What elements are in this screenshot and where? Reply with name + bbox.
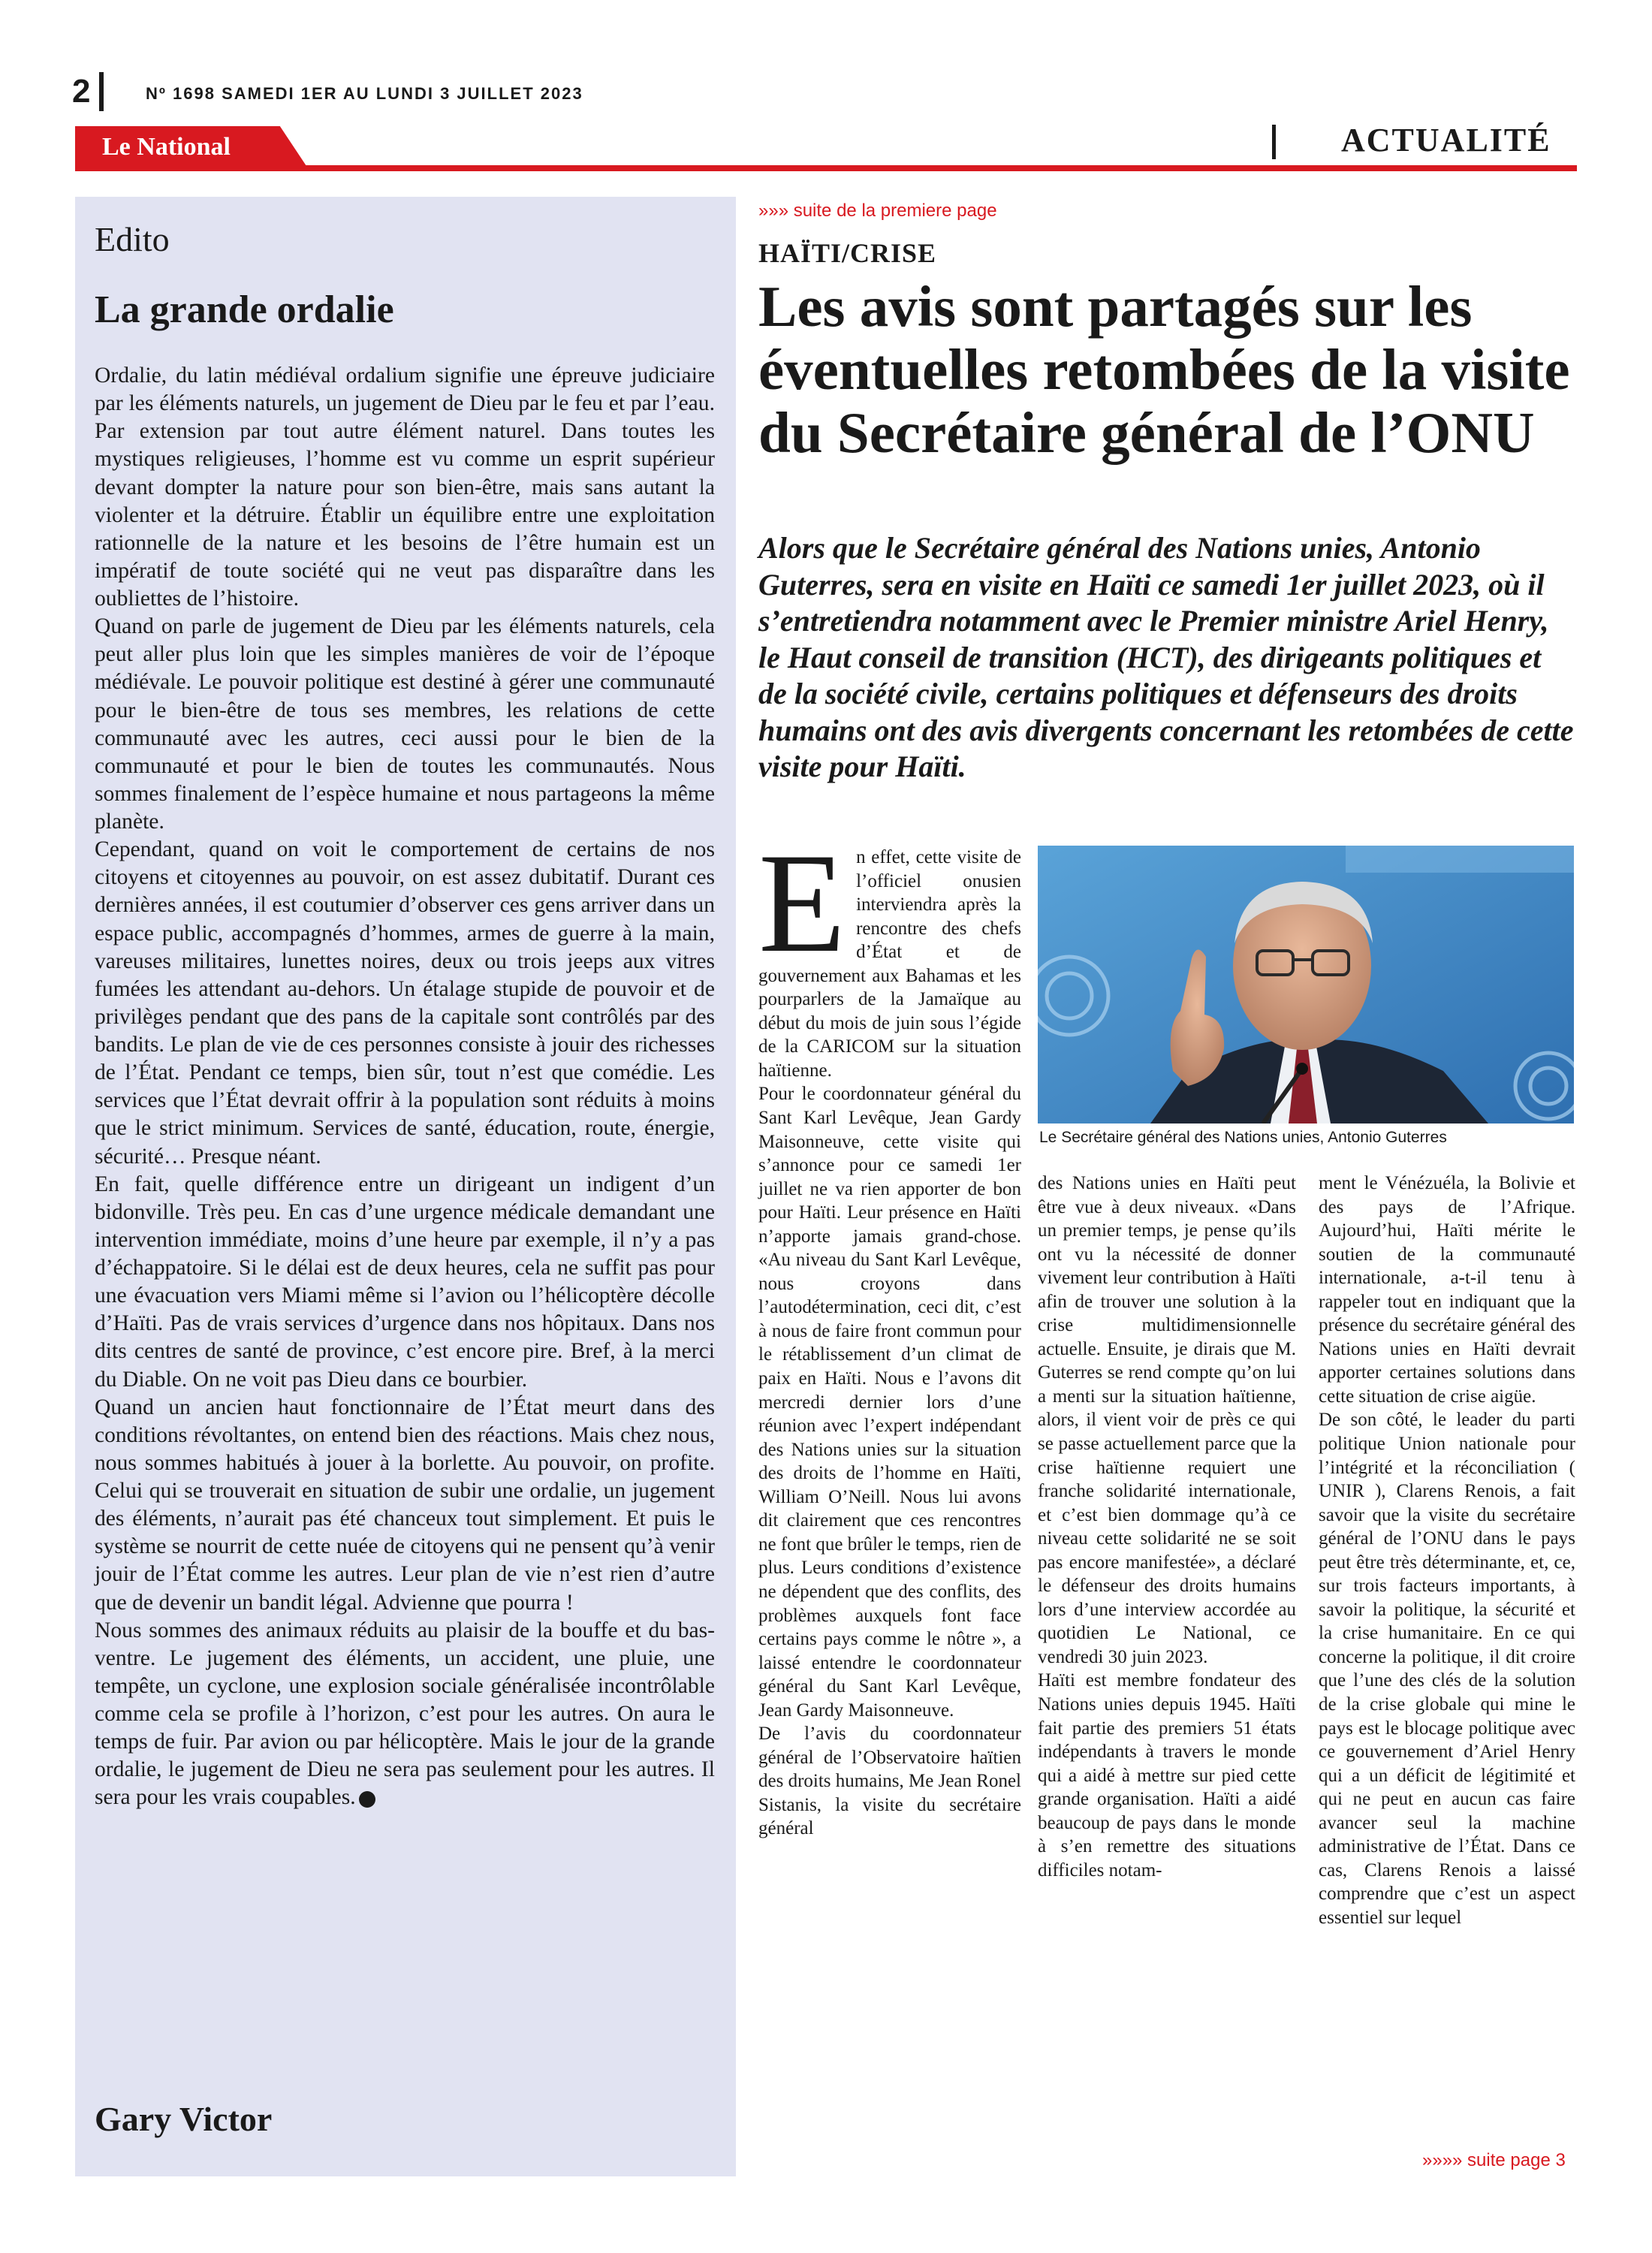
article-paragraph — [758, 825, 1021, 1082]
edito-box — [75, 197, 736, 2176]
article-paragraph: De l’avis du coordonnateur général de l’Observatoire haïtien des droits humains, Me Jean Ronel Sistanis, la visite du secrétaire général — [758, 1724, 1021, 1839]
article-column-1 — [758, 825, 1021, 2137]
continued-to-label: »»»» suite page 3 — [1422, 2150, 1566, 2170]
section-title: ACTUALITÉ — [1341, 122, 1551, 158]
issue-date-line: Nº 1698 SAMEDI 1ER AU LUNDI 3 JUILLET 2023 — [146, 84, 583, 103]
edito-paragraph: Quand on parle de jugement de Dieu par les éléments naturels, cela peut aller plus loin que les simples manières de voir de l’époque médiévale. Le pouvoir politique est destiné à gérer une communauté pour le bien-être de tous ses membres, les relations de cette communauté avec les autres, ceci aussi pour le bien de la communauté et pour le bien de toutes les communautés. Nous sommes finalement de l’espèce humaine et nous partageons la même planète. — [95, 614, 715, 834]
edito-paragraph: Cependant, quand on voit le comportement de certains de nos citoyens et citoyennes au pouvoir, on est assez dubitatif. Durant ces dernières années, il est coutumier d’observer ces gens arriver dans un espace public, accompagnés d’hommes, armes de guerre à la main, vareuses militaires, lunettes noires, deux ou trois jeeps aux vitres fumées les attendant au-dehors. Un étalage stupide de pouvoir et de privilèges pendant que des pans de la capitale sont contrôlés par des bandits. Le plan de vie de ces personnes consiste à jouir des richesses de l’État. Pendant ce temps, bien sûr, tout n’est que comédie. Les services que l’État devrait offrir à la population sont réduits à moins que le strict minimum. Services de santé, éducation, route, énergie, sécurité… Presque néant. — [95, 837, 715, 1169]
section-divider — [1272, 125, 1276, 159]
page-number-divider — [99, 72, 104, 111]
drop-cap: E — [758, 825, 846, 982]
guterres-portrait-image — [1038, 846, 1574, 1123]
edito-paragraph-last — [95, 1617, 715, 1812]
end-mark-icon — [359, 1791, 375, 1808]
article-paragraph: Haïti est membre fondateur des Nations unies depuis 1945. Haïti fait partie des premiers 51 états indépendants à travers le monde qui a aidé à mettre sur pied cette grande organisation. Haïti a aidé beaucoup de pays dans le monde à s’en remettre des situations difficiles notam- — [1038, 1670, 1296, 1881]
article-column-2 — [1038, 1172, 1296, 2137]
article-chapeau: Alors que le Secrétaire général des Nations unies, Antonio Guterres, sera en visite en Haïti ce samedi 1er juillet 2023, où il s’entretiendra notamment avec le Premier ministre Ariel Henry, le Haut conseil de transition (HCT), des dirigeants politiques et de la société civile, certains politiques et défenseurs des droits humains ont des avis divergents concernant les retombées de cette visite pour Haïti. — [758, 531, 1574, 783]
edito-title: La grande ordalie — [95, 288, 394, 331]
edito-body — [95, 362, 715, 2134]
article-photo — [1038, 846, 1574, 1123]
article-kicker: HAÏTI/CRISE — [758, 238, 937, 268]
brand-name: Le National — [102, 133, 231, 161]
continued-from-label: »»» suite de la premiere page — [758, 201, 997, 221]
page-number: 2 — [72, 73, 91, 110]
edito-paragraph: En fait, quelle différence entre un dirigeant un indigent d’un bidonville. Très peu. En cas d’une urgence médicale demandant une intervention immédiate, moins d’une heure par exemple, il n’y a pas d’échappatoire. Si le délai est de deux heures, cela ne suffit pas pour une évacuation vers Miami même si l’avion ou l’hélicoptère décolle d’Haïti. Pas de vrais services d’urgence dans nos hôpitaux. Dans nos dits centres de santé de province, c’est encore pire. Bref, à la merci du Diable. On ne voit pas Dieu dans ce bourbier. — [95, 1172, 715, 1392]
photo-caption: Le Secrétaire général des Nations unies, Antonio Guterres — [1039, 1129, 1447, 1146]
edito-author: Gary Victor — [95, 2100, 273, 2138]
edito-paragraph: Quand un ancien haut fonctionnaire de l’État meurt dans des conditions révoltantes, on entend bien des réactions. Mais chez nous, nous sommes habitués à jouer à la borlette. Au pouvoir, on profite. Celui qui se trouverait en situation de subir une ordalie, un jugement des éléments, n’aurait pas été chanceux tout simplement. Et puis le système se nourrit de cette nuée de citoyens qui ne pensent qu’à venir jouir de l’État comme les autres. Leur plan de vie n’est rien d’autre que de devenir un bandit légal. Advienne que pourra ! — [95, 1395, 715, 1615]
article-paragraph-text: n effet, cette visite de l’officiel onusien interviendra après la rencontre des chefs d’État et de gouvernement aux Bahamas et les pourparlers de la Jamaïque au début du mois de juin sous l’égide de la CARICOM sur la situation haïtienne. — [758, 847, 1021, 1081]
header-rule — [75, 165, 1577, 171]
article-paragraph: des Nations unies en Haïti peut être vue à deux niveaux. «Dans un premier temps, je pense qu’ils ont vu la nécessité de donner vivement leur contribution à Haïti afin de trouver une solution à la crise multidimensionnelle actuelle. Ensuite, je dirais que M. Guterres se rend compte qu’on lui a menti sur la situation haïtienne, alors, il vient voir de près ce qui se passe actuellement parce que la crise haïtienne requiert une franche solidarité internationale, et c’est bien dommage qu’à ce niveau cette solidarité ne se soit pas encore manifestée», a déclaré le défenseur des droits humains lors d’une interview accordée au quotidien Le National, ce vendredi 30 juin 2023. — [1038, 1173, 1296, 1667]
article-paragraph: De son côté, le leader du parti politique Union nationale pour l’intégrité et la réconciliation ( UNIR ), Clarens Renois, a fait savoir que la visite du secrétaire général de l’ONU dans le pays peut être très déterminante, et, ce, sur trois facteurs importants, à savoir la politique, la sécurité et la crise humanitaire. En ce qui concerne la politique, il dit croire que l’une des clés de la solution de la crise globale qui mine le pays est le blocage politique avec ce gouvernement d’Ariel Henry qui a un déficit de légitimité et qui ne peut en aucun cas faire avancer seul la machine administrative de l’État. Dans ce cas, Clarens Renois a laissé comprendre que c’est un aspect essentiel sur lequel — [1319, 1410, 1575, 1928]
article-headline: Les avis sont partagés sur les éventuelles retombées de la visite du Secrétaire général de l’ONU — [758, 274, 1570, 465]
edito-paragraph-text: Nous sommes des animaux réduits au plaisir de la bouffe et du bas-ventre. Le jugement des éléments, un accident, une pluie, une tempête, un cyclone, une explosion sociale généralisée incontrôlable comme cela se profile à l’horizon, c’est pour les autres. On aura le temps de fuir. Par avion ou par hélicoptère. Mais le jour de la grande ordalie, le jugement de Dieu ne sera pas seulement pour les autres. Il sera pour les vrais coupables. — [95, 1618, 715, 1810]
edito-label: Edito — [95, 220, 170, 258]
article-paragraph: ment le Vénézuéla, la Bolivie et des pays de l’Afrique. Aujourd’hui, Haïti mérite le soutien de la communauté internationale, a-t-il tenu à rappeler tout en indiquant que la présence du secrétaire général des Nations unies en Haïti devrait apporter certaines solutions dans cette situation de crise aigüe. — [1319, 1173, 1575, 1407]
article-paragraph: Pour le coordonnateur général du Sant Karl Levêque, Jean Gardy Maisonneuve, cette visite qui s’annonce pour ce samedi 1er juillet ne va rien apporter de bon pour Haïti. Leur présence en Haïti n’apporte jamais grand-chose. «Au niveau du Sant Karl Levêque, nous croyons dans l’autodétermination, ceci dit, c’est à nous de faire front commun pour le rétablissement d’un climat de paix en Haïti. Nous e l’avons dit mercredi dernier lors d’une réunion avec l’expert indépendant des Nations unies sur la situation des droits de l’homme en Haïti, William O’Neill. Nous lui avons dit clairement que ces rencontres ne font que brûler le temps, rien de plus. Leurs conditions d’existence ne dépendent que des conflits, des problèmes auxquels font face certains pays comme le nôtre », a laissé entendre le coordonnateur général du Sant Karl Levêque, Jean Gardy Maisonneuve. — [758, 1084, 1021, 1721]
edito-paragraph: Ordalie, du latin médiéval ordalium signifie une épreuve judiciaire par les éléments naturels, un jugement de Dieu par le feu et par l’eau. Par extension par tout autre élément naturel. Dans toutes les mystiques religieuses, l’homme est vu comme un esprit supérieur devant dompter la nature pour son bien-être, mais sans autant la violenter et la détruire. Établir un équilibre entre une exploitation rationnelle de la nature et les besoins de l’être humain est un impératif de toute société qui ne veut pas disparaître dans les oubliettes de l’histoire. — [95, 363, 715, 611]
article-column-3 — [1319, 1172, 1575, 2137]
